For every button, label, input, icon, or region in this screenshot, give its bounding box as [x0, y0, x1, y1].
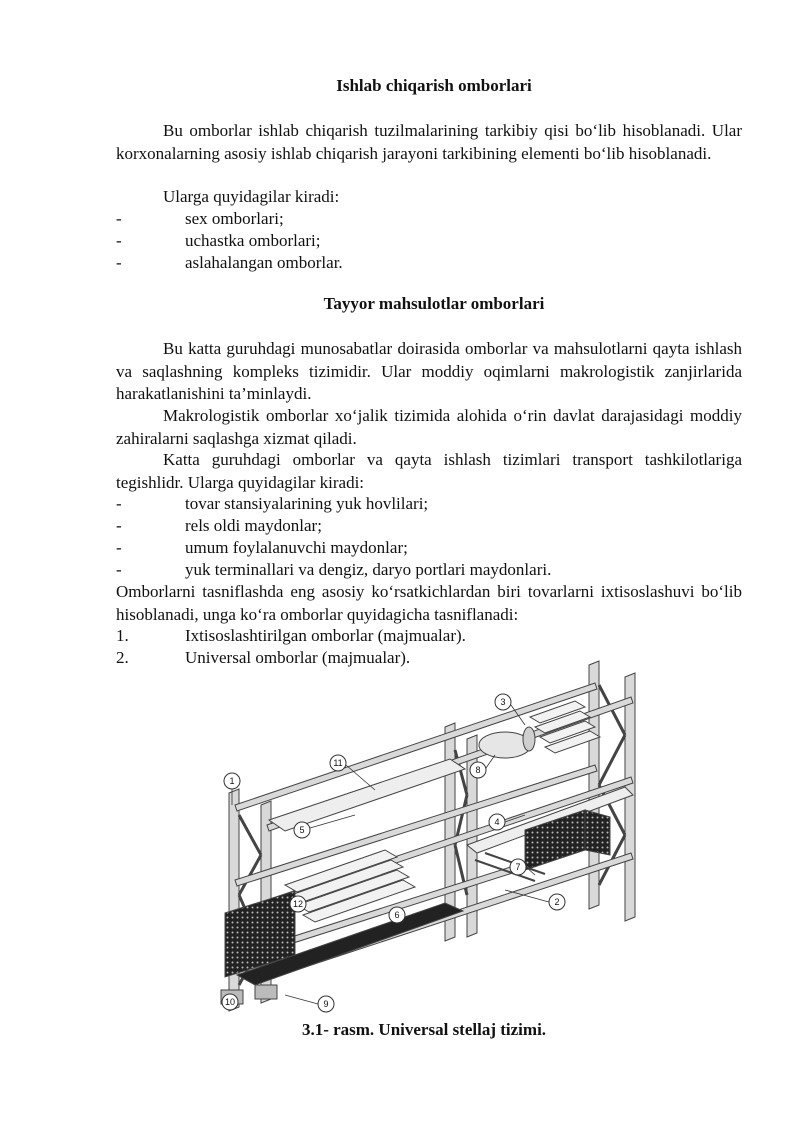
heading-finished-goods-warehouses: Tayyor mahsulotlar omborlari [323, 294, 545, 313]
paragraph-3: Bu katta guruhdagi munosabatlar doirasida omborlar va mahsulotlarni qayta ishlash va saqlashning kompleks tizimidir. Ular moddiy oqimlarni makrologistik zanjirlarida harakatlanishini ta’minlaydi. [116, 339, 742, 403]
list-text: rels oldi maydonlar; [185, 516, 322, 535]
list-marker: - [116, 253, 122, 272]
callout-3 [495, 694, 511, 710]
rack-system-figure [205, 655, 655, 1020]
svg-text:3: 3 [500, 697, 506, 707]
callout-4 [489, 814, 505, 830]
list-text: uchastka omborlari; [185, 231, 321, 250]
svg-text:2: 2 [554, 897, 560, 907]
svg-text:7: 7 [515, 862, 521, 872]
svg-text:8: 8 [475, 765, 481, 775]
heading-production-warehouses: Ishlab chiqarish omborlari [336, 76, 532, 95]
list-text: Universal omborlar (majmualar). [185, 648, 411, 667]
callout-5 [294, 822, 310, 838]
callout-6 [389, 907, 405, 923]
paragraph-4: Makrologistik omborlar xo‘jalik tizimida alohida o‘rin davlat darajasidagi moddiy zahiralarni saqlashga xizmat qiladi. [116, 406, 742, 448]
list-text: aslahalangan omborlar. [185, 253, 343, 272]
list-text: sex omborlari; [185, 209, 284, 228]
callout-8 [470, 762, 486, 778]
figure-caption: 3.1- rasm. Universal stellaj tizimi. [301, 1020, 547, 1039]
paragraph-1: Bu omborlar ishlab chiqarish tuzilmalarining tarkibiy qisi bo‘lib hisoblanadi. Ular korxonalarning asosiy ishlab chiqarish jarayoni tarkibining elementi bo‘lib hisoblanadi. [116, 121, 742, 163]
callout-1 [224, 773, 240, 789]
svg-text:6: 6 [394, 910, 400, 920]
list-marker: - [116, 560, 122, 579]
svg-text:10: 10 [224, 997, 236, 1007]
paragraph-5: Katta guruhdagi omborlar va qayta ishlash tizimlari transport tashkilotlariga tegishlidr. Ularga quyidagilar kiradi: [116, 450, 742, 492]
svg-text:11: 11 [333, 758, 343, 768]
svg-text:5: 5 [299, 825, 305, 835]
list-marker: - [116, 538, 122, 557]
list-text: yuk terminallari va dengiz, daryo portlari maydonlari. [185, 560, 552, 579]
callout-11 [330, 755, 346, 771]
list-text: Ixtisoslashtirilgan omborlar (majmualar). [185, 626, 466, 645]
list-marker: - [116, 494, 122, 513]
list-marker: - [116, 209, 122, 228]
svg-text:4: 4 [494, 817, 500, 827]
callout-12 [290, 896, 306, 912]
callout-7 [510, 859, 526, 875]
svg-text:12: 12 [292, 899, 304, 909]
list-marker: - [116, 231, 122, 250]
list-text: tovar stansiyalarining yuk hovlilari; [185, 494, 429, 513]
callout-9 [318, 996, 334, 1012]
paragraph-2: Ularga quyidagilar kiradi: [163, 187, 340, 206]
callout-2 [549, 894, 565, 910]
paragraph-6: Omborlarni tasniflashda eng asosiy ko‘rsatkichlardan biri tovarlarni ixtisoslashuvi bo‘lib hisoblanadi, unga ko‘ra omborlar quyidagicha tasniflanadi: [116, 582, 742, 624]
svg-text:1: 1 [229, 776, 235, 786]
callout-10 [222, 994, 238, 1010]
list-marker: - [116, 516, 122, 535]
list-text: umum foylalanuvchi maydonlar; [185, 538, 408, 557]
list-marker: 2. [116, 648, 129, 667]
list-marker: 1. [116, 626, 129, 645]
svg-text:9: 9 [323, 999, 329, 1009]
